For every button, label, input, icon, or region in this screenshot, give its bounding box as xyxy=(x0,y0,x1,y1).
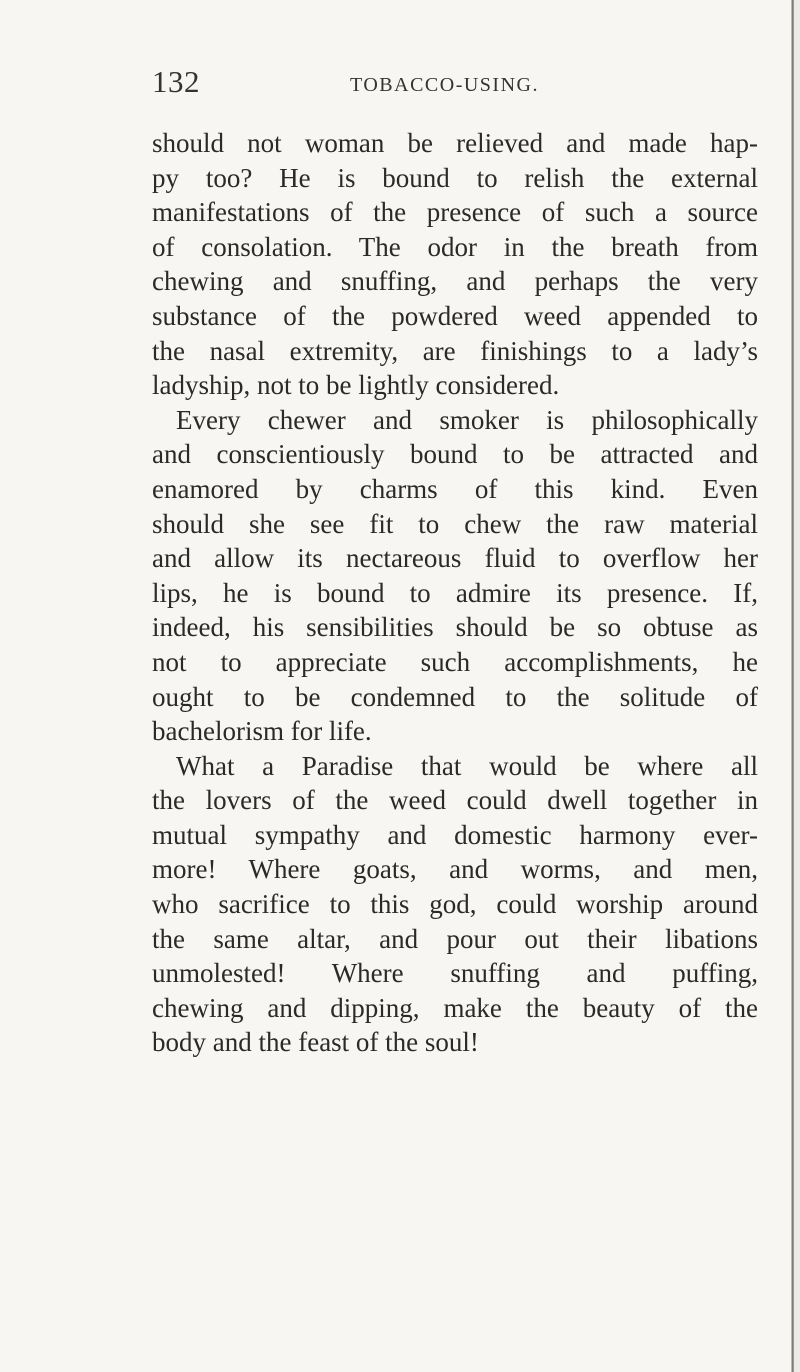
text-line: mutual sympathy and domestic harmony ever- xyxy=(152,819,758,850)
text-line: unmolested! Where snuffing and puffing, xyxy=(152,958,758,989)
text-line: chewing and snuffing, and perhaps the very xyxy=(152,266,758,297)
paragraph-end-line: ladyship, not to be lightly considered. xyxy=(152,370,560,401)
page-number: 132 xyxy=(152,64,200,99)
text-line: py too? He is bound to relish the external xyxy=(152,162,758,193)
text-line: should not woman be relieved and made hap- xyxy=(152,128,758,158)
text-line: and allow its nectareous fluid to overflow her xyxy=(152,543,758,574)
text-line: enamored by charms of this kind. Even xyxy=(152,473,758,504)
page-edge-shade xyxy=(794,0,800,1372)
text-line: and conscientiously bound to be attracted and xyxy=(152,439,758,470)
text-line: the nasal extremity, are finishings to a lady’s xyxy=(152,335,758,366)
text-line: indeed, his sensibilities should be so obtuse as xyxy=(152,612,758,643)
text-line: the lovers of the weed could dwell together in xyxy=(152,785,758,816)
text-line: who sacrifice to this god, could worship around xyxy=(152,889,758,920)
text-line: manifestations of the presence of such a source xyxy=(152,197,758,228)
paragraph-start-line: Every chewer and smoker is philosophically xyxy=(176,404,758,435)
text-line: lips, he is bound to admire its presence. If, xyxy=(152,577,758,608)
running-title: TOBACCO-USING. xyxy=(350,74,539,96)
paragraph-end-line: bachelorism for life. xyxy=(152,716,372,747)
text-line: of consolation. The odor in the breath from xyxy=(152,231,758,262)
text-line: substance of the powdered weed appended to xyxy=(152,300,758,331)
text-line: more! Where goats, and worms, and men, xyxy=(152,854,758,885)
paragraph-start-line: What a Paradise that would be where all xyxy=(176,750,758,781)
body-text xyxy=(152,126,758,1060)
page-edge-line xyxy=(791,0,794,1372)
paragraph-end-line: body and the feast of the soul! xyxy=(152,1027,479,1058)
text-line: chewing and dipping, make the beauty of the xyxy=(152,992,758,1023)
page-header xyxy=(152,64,712,104)
text-line: not to appreciate such accomplishments, he xyxy=(152,646,758,677)
text-line: the same altar, and pour out their libations xyxy=(152,923,758,954)
text-line: ought to be condemned to the solitude of xyxy=(152,681,758,712)
text-line: should she see fit to chew the raw material xyxy=(152,508,758,539)
